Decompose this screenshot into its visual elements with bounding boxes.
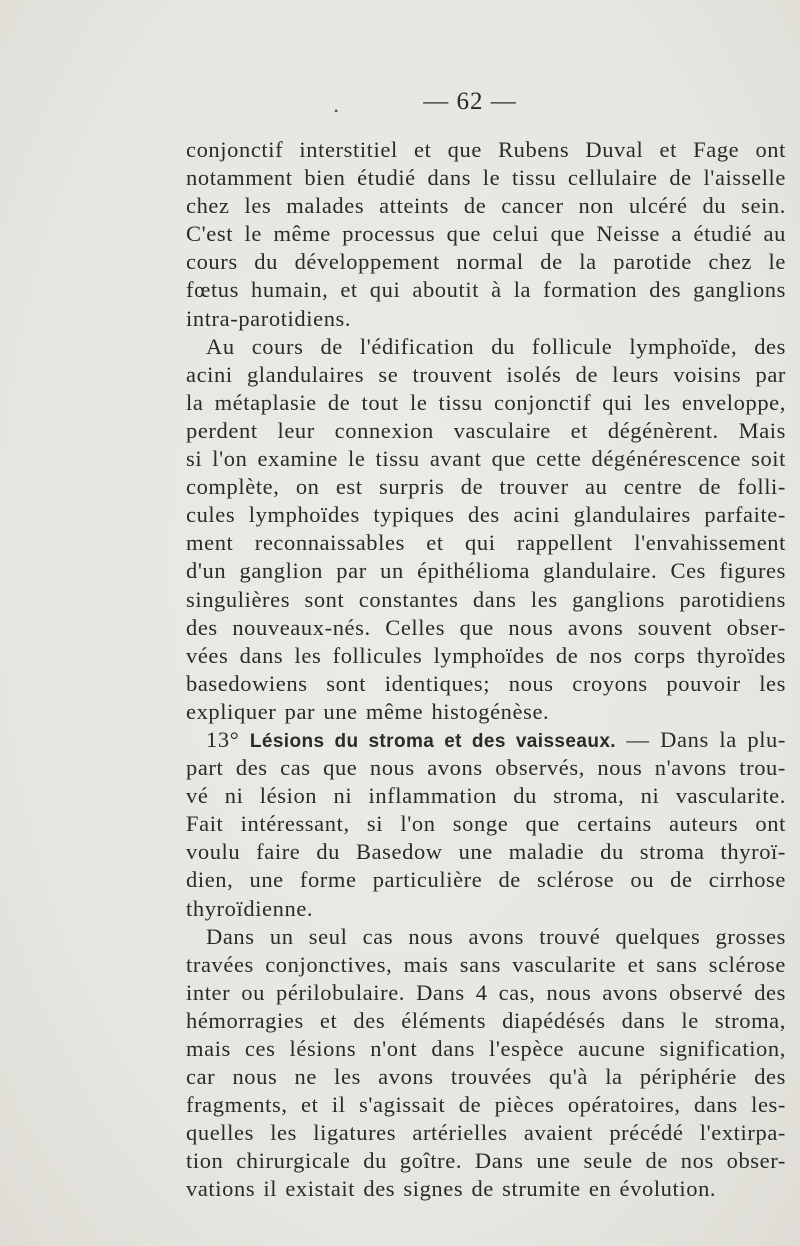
body-text [186,136,786,1204]
page-number: — 62 — [423,88,517,115]
section-13-line-rest: — Dans la plu- [626,726,786,752]
text-line: chez les malades atteints de cancer non ulcéré du sein. [186,193,786,219]
text-line: tion chirurgicale du goître. Dans une seule de nos obser- [186,1148,786,1174]
text-line: cules lymphoïdes typiques des acini glandulaires parfaite- [186,502,786,528]
text-line: dien, une forme particulière de sclérose ou de cirrhose [186,867,786,893]
text-line: d'un ganglion par un épithélioma glandulaire. Ces figures [186,558,786,584]
text-line: car nous ne les avons trouvées qu'à la périphérie des [186,1064,786,1090]
text-line: vations il existait des signes de strumite en évolution. [186,1176,717,1202]
text-line: hémorragies et des éléments diapédésés dans le stroma, [186,1007,786,1033]
section-13-heading: Lésions du stroma et des vaisseaux. [249,730,616,752]
text-line: fragments, et il s'agissait de pièces opératoires, dans les- [186,1092,786,1118]
text-line: part des cas que nous avons observés, nous n'avons trou- [186,755,786,781]
text-line: si l'on examine le tissu avant que cette dégénérescence soit [186,446,786,472]
text-line: basedowiens sont identiques; nous croyons pouvoir les [186,670,786,696]
text-line: complète, on est surpris de trouver au centre de folli- [186,474,786,500]
paragraph-first-line: Dans un seul cas nous avons trouvé quelques grosses [206,923,786,949]
text-line: voulu faire du Basedow une maladie du stroma thyroï- [186,839,786,865]
text-line: cours du développement normal de la parotide chez le [186,249,786,275]
text-line: conjonctif interstitiel et que Rubens Duval et Fage ont [186,137,786,162]
paragraph-first-line: Au cours de l'édification du follicule lymphoïde, des [206,333,786,359]
section-13-number: 13° [206,726,240,752]
section-13-first-line [186,726,786,754]
text-line: C'est le même processus que celui que Neisse a étudié au [186,221,786,247]
text-line: mais ces lésions n'ont dans l'espèce aucune signification, [186,1036,786,1061]
text-line: quelles les ligatures artérielles avaient précédé l'extirpa- [186,1120,786,1146]
text-line: fœtus humain, et qui aboutit à la formation des ganglions [186,277,786,303]
text-line: Fait intéressant, si l'on songe que certains auteurs ont [186,811,786,837]
text-line: vées dans les follicules lymphoïdes de nos corps thyroïdes [186,642,786,668]
text-line: travées conjonctives, mais sans vascularite et sans sclérose [186,951,786,977]
text-line: vé ni lésion ni inflammation du stroma, ni vascularite. [186,783,786,809]
text-line: la métaplasie de tout le tissu conjonctif qui les enveloppe, [186,389,786,415]
text-line: ment reconnaissables et qui rappellent l'envahissement [186,530,786,556]
text-line: expliquer par une même histogénèse. [186,698,550,724]
ink-speck-icon: • [334,104,339,118]
text-line: inter ou périlobulaire. Dans 4 cas, nous avons observé des [186,979,786,1005]
text-line: perdent leur connexion vasculaire et dégénèrent. Mais [186,417,786,443]
text-line: des nouveaux-nés. Celles que nous avons souvent obser- [186,614,786,640]
text-line: intra-parotidiens. [186,305,352,331]
text-line: thyroïdienne. [186,895,314,921]
text-line: singulières sont constantes dans les ganglions parotidiens [186,586,786,612]
text-line: acini glandulaires se trouvent isolés de leurs voisins par [186,361,786,387]
text-line: notamment bien étudié dans le tissu cellulaire de l'aisselle [186,165,786,191]
